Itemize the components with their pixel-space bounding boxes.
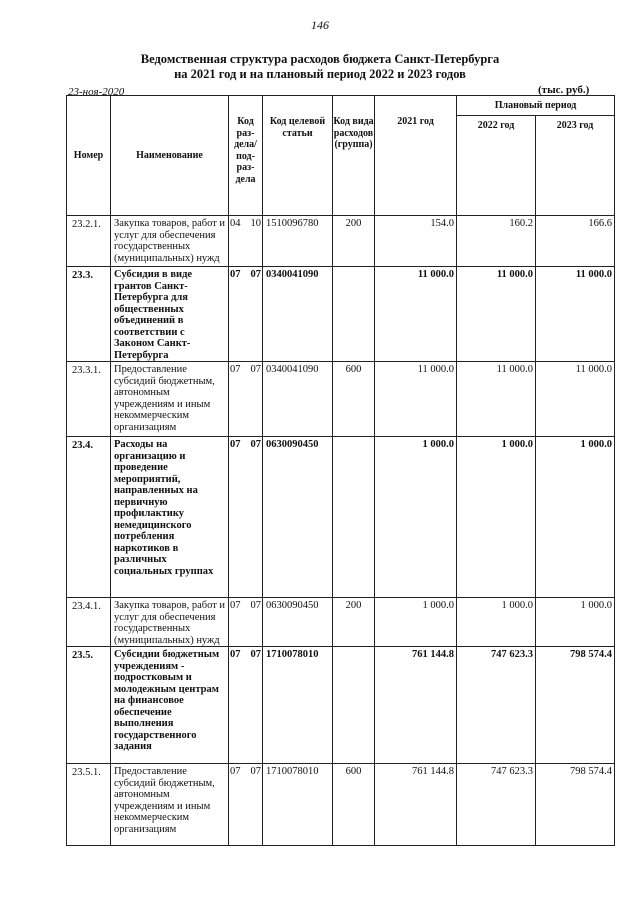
cell-number: 23.3.: [67, 267, 111, 362]
cell-section: 07: [229, 598, 249, 647]
cell-amount-2021: 761 144.8: [375, 647, 457, 764]
cell-name: Предоставление субсидий бюджетным, автономным учреждениям и иным некоммерческим организациям: [111, 362, 229, 437]
cell-amount-2023: 11 000.0: [536, 267, 615, 362]
cell-number: 23.4.1.: [67, 598, 111, 647]
cell-name: Предоставление субсидий бюджетным, автономным учреждениям и иным некоммерческим организациям: [111, 764, 229, 846]
cell-amount-2022: 11 000.0: [457, 362, 536, 437]
table-row: [67, 598, 615, 647]
cell-amount-2022: 1 000.0: [457, 437, 536, 598]
cell-name: Субсидии бюджетным учреждениям - подростковым и молодежным центрам на финансовое обеспечение выполнения государственного задания: [111, 647, 229, 764]
cell-amount-2022: 1 000.0: [457, 598, 536, 647]
header-section-code: Код раз-дела/ под-раз-дела: [229, 96, 263, 216]
header-expense-type: Код вида расходов (группа): [333, 96, 375, 216]
table-row: [67, 764, 615, 846]
cell-subsection: 07: [249, 764, 263, 846]
cell-section: 04: [229, 216, 249, 267]
cell-amount-2022: 160.2: [457, 216, 536, 267]
cell-number: 23.5.1.: [67, 764, 111, 846]
cell-amount-2022: 11 000.0: [457, 267, 536, 362]
cell-amount-2023: 1 000.0: [536, 437, 615, 598]
title-line-1: Ведомственная структура расходов бюджета Санкт-Петербурга: [140, 52, 500, 66]
title-line-2: на 2021 год и на плановый период 2022 и 2023 годов: [174, 67, 466, 81]
table-body: [67, 216, 615, 846]
cell-target-code: 0340041090: [263, 362, 333, 437]
cell-amount-2023: 798 574.4: [536, 647, 615, 764]
cell-amount-2023: 11 000.0: [536, 362, 615, 437]
cell-section: 07: [229, 647, 249, 764]
cell-name: Закупка товаров, работ и услуг для обеспечения государственных (муниципальных) нужд: [111, 598, 229, 647]
cell-amount-2021: 11 000.0: [375, 267, 457, 362]
cell-amount-2021: 154.0: [375, 216, 457, 267]
cell-name: Субсидия в виде грантов Санкт-Петербурга для общественных объединений в соответствии с Законом Санкт-Петербурга: [111, 267, 229, 362]
cell-section: 07: [229, 267, 249, 362]
cell-number: 23.2.1.: [67, 216, 111, 267]
cell-expense-type: 200: [333, 598, 375, 647]
cell-amount-2021: 761 144.8: [375, 764, 457, 846]
cell-section: 07: [229, 437, 249, 598]
cell-expense-type: [333, 267, 375, 362]
cell-name: Закупка товаров, работ и услуг для обеспечения государственных (муниципальных) нужд: [111, 216, 229, 267]
cell-amount-2023: 798 574.4: [536, 764, 615, 846]
cell-subsection: 07: [249, 437, 263, 598]
cell-expense-type: [333, 647, 375, 764]
cell-subsection: 07: [249, 647, 263, 764]
units-label: (тыс. руб.): [538, 84, 590, 96]
cell-target-code: 1710078010: [263, 647, 333, 764]
table-row: [67, 362, 615, 437]
table-row: [67, 216, 615, 267]
header-2022: 2022 год: [457, 116, 536, 216]
table-row: [67, 267, 615, 362]
cell-expense-type: 200: [333, 216, 375, 267]
cell-amount-2021: 11 000.0: [375, 362, 457, 437]
cell-amount-2021: 1 000.0: [375, 598, 457, 647]
expenditure-table-container: [66, 95, 614, 846]
cell-amount-2023: 1 000.0: [536, 598, 615, 647]
cell-target-code: 0630090450: [263, 598, 333, 647]
document-title: [0, 52, 640, 82]
document-date: 23-ноя-2020: [68, 86, 125, 98]
header-planned-period: Плановый период: [457, 96, 615, 116]
cell-number: 23.4.: [67, 437, 111, 598]
cell-expense-type: [333, 437, 375, 598]
header-2023: 2023 год: [536, 116, 615, 216]
cell-section: 07: [229, 764, 249, 846]
cell-target-code: 0340041090: [263, 267, 333, 362]
table-row: [67, 647, 615, 764]
cell-expense-type: 600: [333, 362, 375, 437]
header-target-code: Код целевой статьи: [263, 96, 333, 216]
table-header: [67, 96, 615, 216]
cell-amount-2022: 747 623.3: [457, 764, 536, 846]
cell-target-code: 1510096780: [263, 216, 333, 267]
expenditure-table: [66, 95, 615, 846]
cell-expense-type: 600: [333, 764, 375, 846]
cell-number: 23.3.1.: [67, 362, 111, 437]
table-row: [67, 437, 615, 598]
cell-name: Расходы на организацию и проведение мероприятий, направленных на первичную профилактику немедицинского потребления наркотиков в различных социальных группах: [111, 437, 229, 598]
cell-target-code: 0630090450: [263, 437, 333, 598]
cell-amount-2022: 747 623.3: [457, 647, 536, 764]
page-number: 146: [311, 18, 329, 32]
cell-number: 23.5.: [67, 647, 111, 764]
cell-target-code: 1710078010: [263, 764, 333, 846]
header-number: Номер: [67, 96, 111, 216]
cell-amount-2021: 1 000.0: [375, 437, 457, 598]
cell-subsection: 07: [249, 598, 263, 647]
cell-amount-2023: 166.6: [536, 216, 615, 267]
header-name: Наименование: [111, 96, 229, 216]
cell-subsection: 07: [249, 267, 263, 362]
cell-section: 07: [229, 362, 249, 437]
header-2021: 2021 год: [375, 96, 457, 216]
cell-subsection: 10: [249, 216, 263, 267]
cell-subsection: 07: [249, 362, 263, 437]
